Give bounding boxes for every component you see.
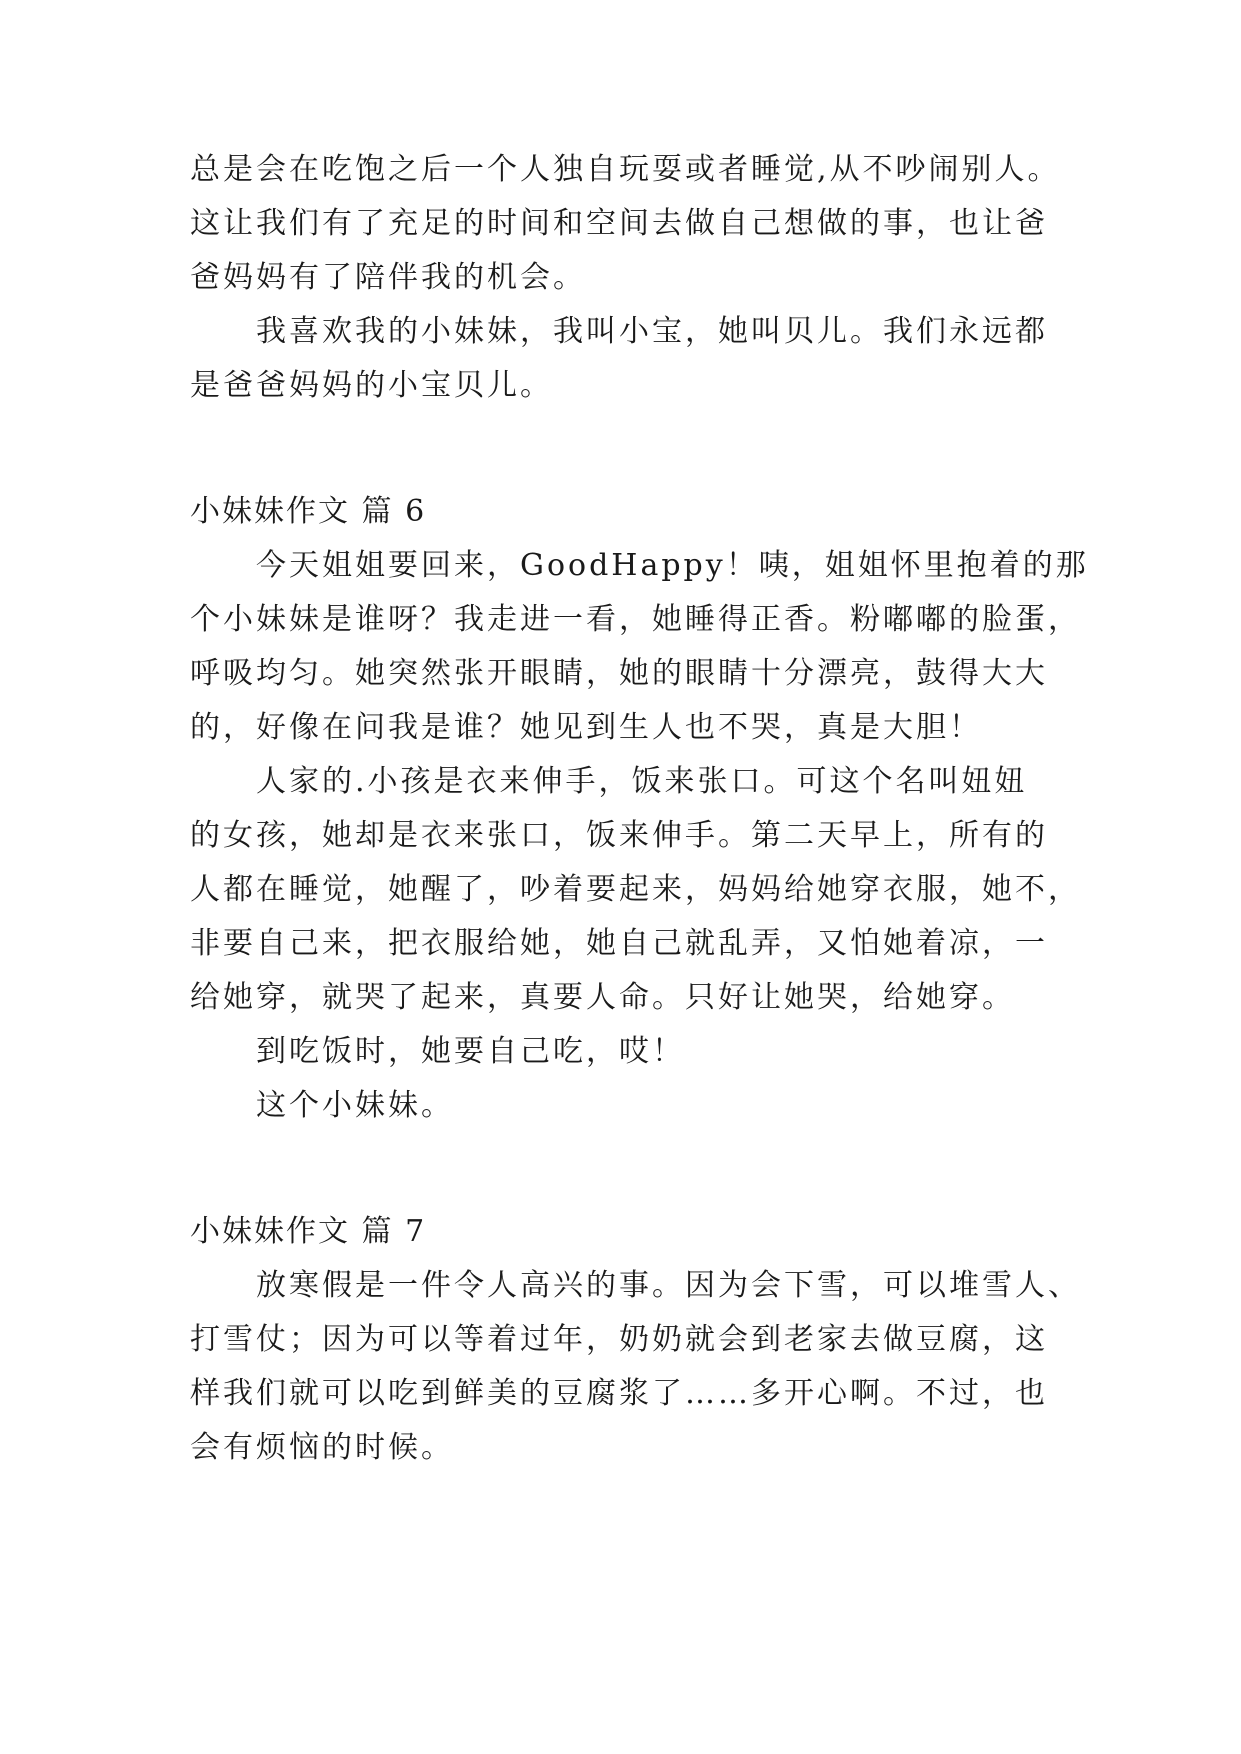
section-heading: 小妹妹作文 篇 6 [190,494,427,529]
paragraph-line: 爸妈妈有了陪伴我的机会。 [190,260,586,295]
paragraph-line: 我喜欢我的小妹妹，我叫小宝，她叫贝儿。我们永远都 [256,314,1048,349]
paragraph-line: 的女孩，她却是衣来张口，饭来伸手。第二天早上，所有的 [190,818,1048,853]
paragraph-line: 到吃饭时，她要自己吃，哎！ [256,1034,685,1069]
paragraph-line: 呼吸均匀。她突然张开眼睛，她的眼睛十分漂亮，鼓得大大 [190,656,1048,691]
paragraph-line: 人家的.小孩是衣来伸手，饭来张口。可这个名叫妞妞 [256,764,1028,799]
paragraph-line: 样我们就可以吃到鲜美的豆腐浆了……多开心啊。不过，也 [190,1376,1048,1411]
paragraph-line: 人都在睡觉，她醒了，吵着要起来，妈妈给她穿衣服，她不， [190,872,1081,907]
paragraph-line: 非要自己来，把衣服给她，她自己就乱弄，又怕她着凉，一 [190,926,1048,961]
paragraph-line: 是爸爸妈妈的小宝贝儿。 [190,368,553,403]
paragraph-line: 放寒假是一件令人高兴的事。因为会下雪，可以堆雪人、 [256,1268,1081,1303]
paragraph-line: 这个小妹妹。 [256,1088,454,1123]
paragraph-line: 的，好像在问我是谁？她见到生人也不哭，真是大胆！ [190,710,982,745]
paragraph-line: 今天姐姐要回来，GoodHappy！咦，姐姐怀里抱着的那 [256,548,1089,583]
paragraph-line: 给她穿，就哭了起来，真要人命。只好让她哭，给她穿。 [190,980,1015,1015]
section-heading: 小妹妹作文 篇 7 [190,1214,427,1249]
paragraph-line: 这让我们有了充足的时间和空间去做自己想做的事，也让爸 [190,206,1048,241]
paragraph-line: 会有烦恼的时候。 [190,1430,454,1465]
paragraph-line: 打雪仗；因为可以等着过年，奶奶就会到老家去做豆腐，这 [190,1322,1048,1357]
paragraph-line: 总是会在吃饱之后一个人独自玩耍或者睡觉,从不吵闹别人。 [190,152,1061,187]
paragraph-line: 个小妹妹是谁呀？我走进一看，她睡得正香。粉嘟嘟的脸蛋， [190,602,1081,637]
